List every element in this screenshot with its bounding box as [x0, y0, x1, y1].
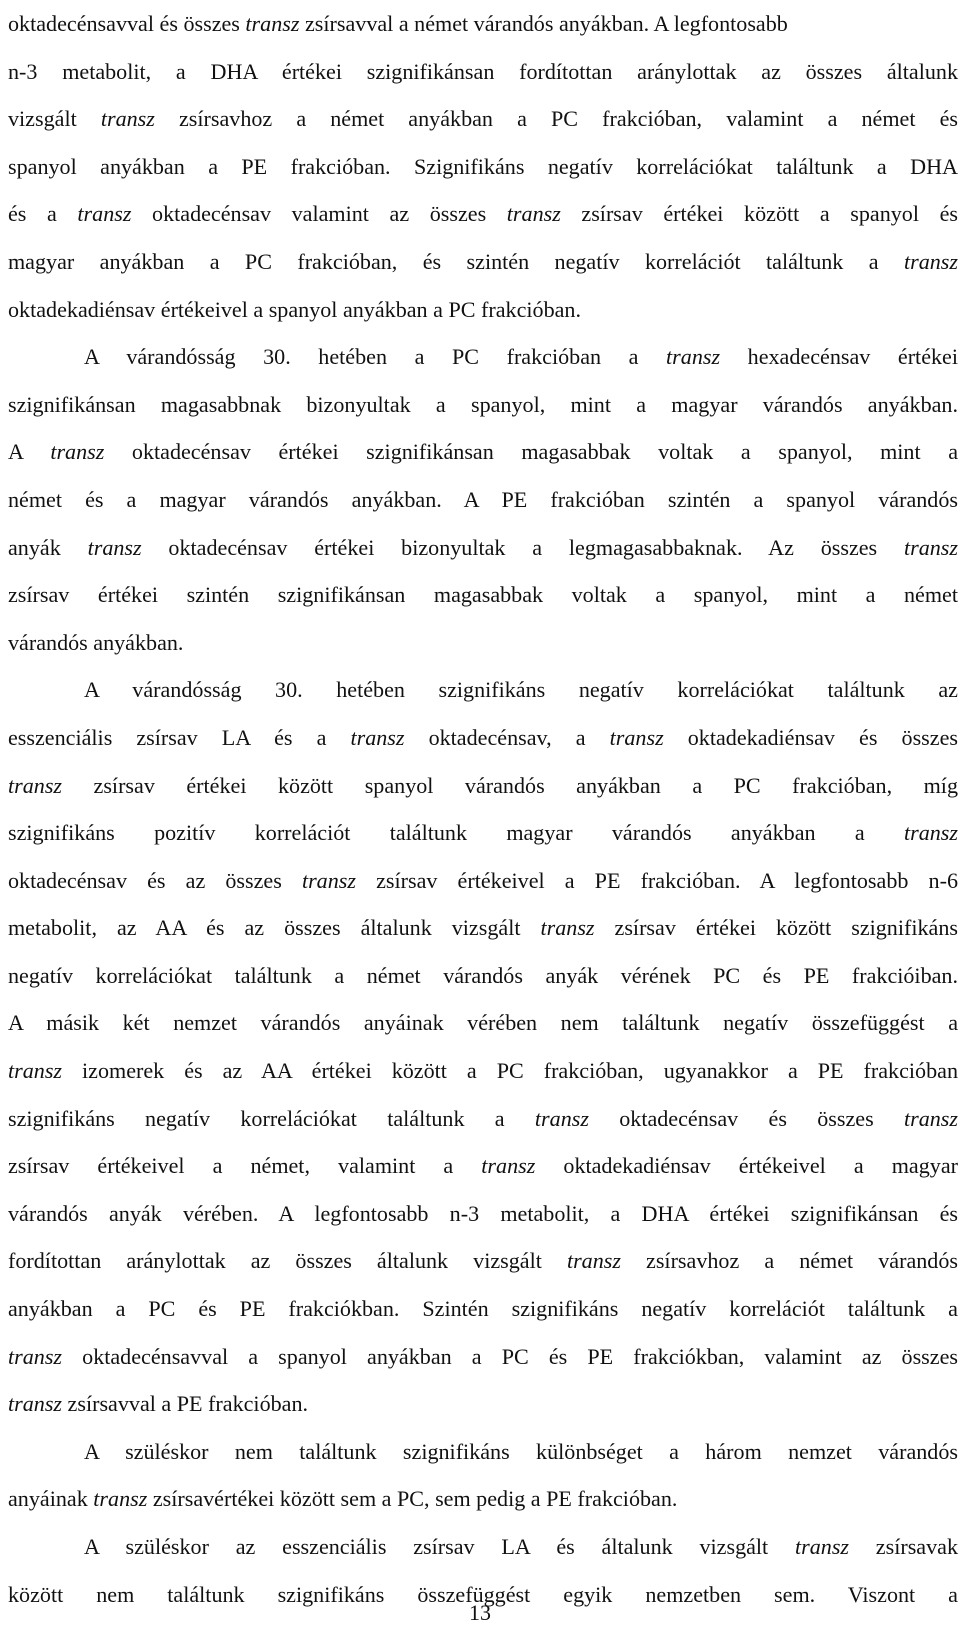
text-line — [8, 1237, 958, 1285]
text-line — [8, 143, 958, 191]
text-run: zsírsavval a német várandós anyákban. A legfontosabb — [299, 11, 788, 36]
italic-term: transz — [540, 915, 595, 941]
text-run: oktadecénsav értékei bizonyultak a legmagasabbaknak. Az összes — [141, 534, 904, 560]
text-run: között nem találtunk szignifikáns összefüggést egyik nemzetben sem. Viszont a — [8, 1581, 958, 1607]
text-line — [8, 952, 958, 1000]
text-run: és a — [8, 201, 78, 227]
text-run: szignifikáns pozitív korrelációt találtunk magyar várandós anyákban a — [8, 820, 904, 846]
italic-term: transz — [903, 248, 958, 274]
text-line — [8, 48, 958, 96]
text-run: zsírsavval a PE frakcióban. — [62, 1391, 309, 1417]
text-run: A szüléskor nem találtunk szignifikáns különbséget a három nemzet várandós — [84, 1438, 958, 1464]
text-run: anyákban a PC és PE frakciókban. Szintén szignifikáns negatív korrelációt találtunk a — [8, 1296, 958, 1322]
text-run: negatív korrelációkat találtunk a német várandós anyák vérének PC és PE frakcióiban. — [8, 962, 958, 988]
italic-term: transz — [903, 534, 958, 560]
page-number: 13 — [469, 1600, 491, 1625]
italic-term: transz — [481, 1153, 536, 1179]
text-line — [8, 95, 958, 143]
text-run: oktadecénsav és az összes — [8, 867, 302, 893]
italic-term: transz — [301, 867, 356, 893]
text-run: zsírsav értékeivel a német, valamint a — [8, 1153, 482, 1179]
text-line — [8, 714, 958, 762]
text-run: esszenciális zsírsav LA és a — [8, 724, 351, 750]
text-line — [8, 1523, 958, 1571]
text-run: zsírsav értékei között spanyol várandós anyákban a PC frakcióban, míg — [62, 772, 958, 798]
text-run: német és a magyar várandós anyákban. A PE frakcióban szintén a spanyol várandós — [8, 486, 958, 512]
text-run: fordítottan aránylottak az összes általunk vizsgált — [8, 1248, 567, 1274]
text-run: szignifikánsan magasabbnak bizonyultak a spanyol, mint a magyar várandós anyákban. — [8, 391, 958, 417]
text-run: A várandósság 30. hetében a PC frakcióban a — [84, 344, 667, 370]
italic-term: transz — [93, 1486, 148, 1512]
text-run: A másik két nemzet várandós anyáinak vérében nem találtunk negatív összefüggést a — [8, 1010, 958, 1036]
text-line — [8, 286, 958, 334]
text-line — [8, 428, 958, 476]
italic-term: transz — [903, 820, 958, 846]
text-line — [8, 571, 958, 619]
italic-term: transz — [506, 201, 561, 227]
text-run: zsírsavhoz a német anyákban a PC frakcióban, valamint a német és — [154, 106, 958, 132]
italic-term: transz — [609, 724, 664, 750]
italic-term: transz — [50, 439, 105, 465]
italic-term: transz — [794, 1534, 850, 1559]
text-run: zsírsavhoz a német várandós — [620, 1248, 958, 1274]
text-run: vizsgált — [8, 106, 101, 132]
text-run: oktadecénsav és összes — [588, 1105, 904, 1131]
text-run: oktadekadiénsav és összes — [663, 724, 958, 750]
italic-term: transz — [566, 1248, 621, 1274]
text-line — [8, 476, 958, 524]
text-run: zsírsav értékei között a spanyol és — [560, 201, 958, 227]
text-run: zsírsavértékei között sem a PC, sem pedig a PE frakcióban. — [147, 1486, 678, 1512]
text-run: magyar anyákban a PC frakcióban, és szintén negatív korrelációt találtunk a — [8, 248, 904, 274]
text-run: spanyol anyákban a PE frakcióban. Szignifikáns negatív korrelációkat találtunk a DHA — [8, 153, 958, 179]
text-line — [8, 1095, 958, 1143]
text-run: oktadecénsav értékei szignifikánsan magasabbak voltak a spanyol, mint a — [104, 439, 958, 465]
text-line — [8, 1333, 958, 1381]
text-run: zsírsav értékei szintén szignifikánsan magasabbak voltak a spanyol, mint a német — [8, 582, 958, 608]
italic-term: transz — [534, 1105, 589, 1131]
italic-term: transz — [8, 1058, 63, 1084]
text-line — [8, 1428, 958, 1476]
italic-term: transz — [100, 106, 155, 132]
text-line — [8, 381, 958, 429]
text-run: várandós anyákban. — [8, 629, 184, 655]
text-run: anyák — [8, 534, 88, 560]
text-run: oktadecénsav, a — [404, 724, 610, 750]
text-run: oktadecénsavval a spanyol anyákban a PC és PE frakciókban, valamint az összes — [62, 1343, 958, 1369]
italic-term: transz — [350, 724, 405, 750]
italic-term: transz — [77, 201, 132, 227]
italic-term: transz — [8, 1343, 63, 1369]
text-run: szignifikáns negatív korrelációkat találtunk a — [8, 1105, 535, 1131]
text-run: várandós anyák vérében. A legfontosabb n-3 metabolit, a DHA értékei szignifikánsan és — [8, 1200, 958, 1226]
body-text — [8, 0, 958, 1618]
text-line — [8, 666, 958, 714]
text-line — [8, 1190, 958, 1238]
text-line — [8, 999, 958, 1047]
text-run: n-3 metabolit, a DHA értékei szignifikánsan fordítottan aránylottak az összes általunk — [8, 58, 958, 84]
text-line — [8, 619, 958, 667]
italic-term: transz — [87, 534, 142, 560]
text-line — [8, 0, 958, 48]
text-line — [8, 1380, 958, 1428]
text-line — [8, 809, 958, 857]
text-line — [8, 333, 958, 381]
italic-term: transz — [8, 772, 63, 798]
italic-term: transz — [8, 1391, 63, 1417]
text-run: zsírsav értékeivel a PE frakcióban. A legfontosabb n-6 — [355, 867, 958, 893]
text-run: izomerek és az AA értékei között a PC frakcióban, ugyanakkor a PE frakcióban — [62, 1058, 958, 1084]
text-line — [8, 190, 958, 238]
italic-term: transz — [903, 1105, 958, 1131]
text-line — [8, 1047, 958, 1095]
italic-term: transz — [666, 344, 721, 370]
text-line — [8, 857, 958, 905]
text-run: A szüléskor az esszenciális zsírsav LA és általunk vizsgált — [84, 1534, 795, 1559]
italic-term: transz — [245, 11, 300, 36]
text-run: anyáinak — [8, 1486, 94, 1512]
text-line — [8, 1142, 958, 1190]
text-line — [8, 1285, 958, 1333]
text-line — [8, 524, 958, 572]
text-run: A várandósság 30. hetében szignifikáns negatív korrelációkat találtunk az — [84, 677, 958, 703]
text-line — [8, 1475, 958, 1523]
text-run: hexadecénsav értékei — [720, 344, 958, 370]
text-line — [8, 904, 958, 952]
text-run: metabolit, az AA és az összes általunk vizsgált — [8, 915, 541, 941]
text-run: oktadekadiénsav értékeivel a magyar — [535, 1153, 958, 1179]
text-line — [8, 238, 958, 286]
text-run: zsírsavak — [849, 1534, 958, 1559]
text-run: A — [8, 439, 51, 465]
text-run: oktadecénsav valamint az összes — [131, 201, 507, 227]
text-line — [8, 762, 958, 810]
text-run: oktadecénsavval és összes — [8, 11, 246, 36]
text-run: oktadekadiénsav értékeivel a spanyol anyákban a PC frakcióban. — [8, 296, 581, 322]
text-run: zsírsav értékei között szignifikáns — [594, 915, 958, 941]
